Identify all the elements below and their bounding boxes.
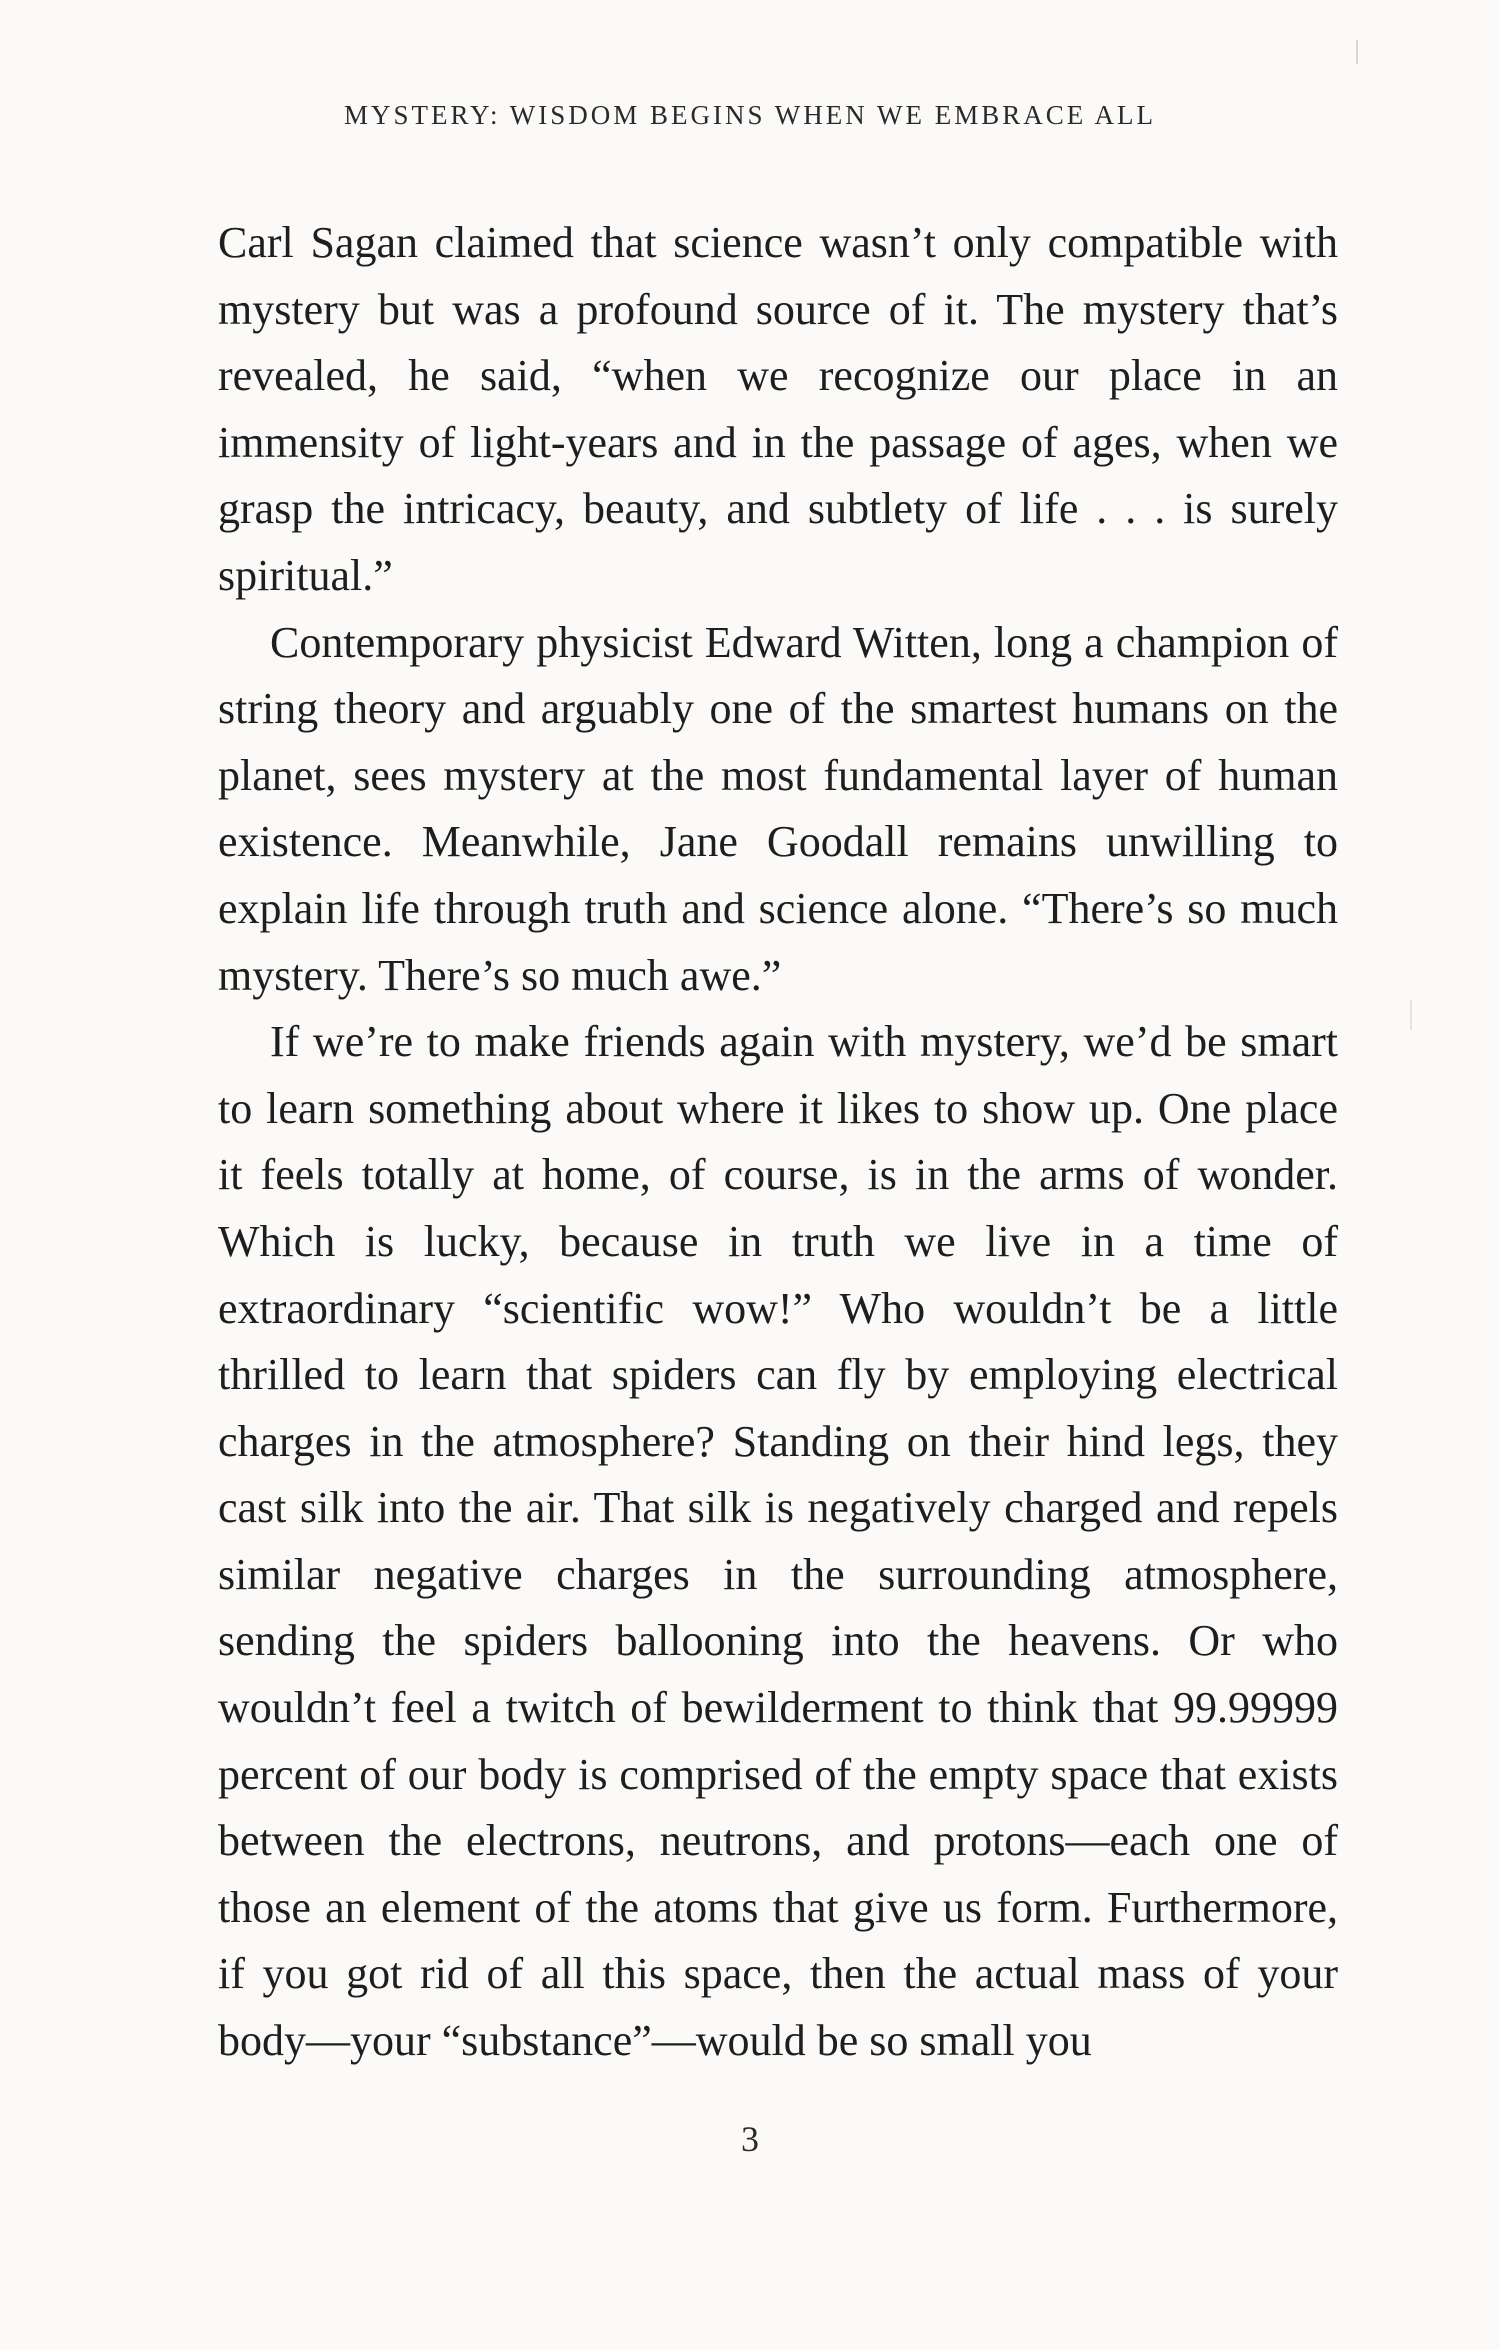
paragraph-witten: Contemporary physicist Edward Witten, long a champion of string theory and arguably one of the smartest humans on the planet, sees mystery at the most fundamental layer of human existence. Meanwhile, Jane Goodall remains unwilling to explain life through truth and science alone. “There’s so much mystery. There’s so much awe.” [218,617,1338,1000]
running-head: MYSTERY: WISDOM BEGINS WHEN WE EMBRACE ALL [343,100,1157,130]
scan-artifact-mark [1356,40,1358,64]
page-number: 3 [741,2119,759,2159]
paragraph-spiders: If we’re to make friends again with mystery, we’d be smart to learn something about where it likes to show up. One place it feels totally at home, of course, is in the arms of wonder. Which is lucky, because in truth we live in a time of extraordinary “scientific wow!” Who wouldn’t be a little thrilled to learn that spiders can fly by employing electrical charges in the atmosphere? Standing on their hind legs, they cast silk into the air. That silk is negatively charged and repels similar negative charges in the surrounding atmosphere, sending the spiders ballooning into the heavens. Or who wouldn’t feel a twitch of bewilderment to think that 99.99999 percent of our body is comprised of the empty space that exists between the electrons, neutrons, and protons—each one of those an element of the atoms that give us form. Furthermore, if you got rid of all this space, then the actual mass of your body—your “substance”—would be so small you [218,1017,1338,2066]
body-text [218,210,1338,2075]
paragraph-sagan: Carl Sagan claimed that science wasn’t only compatible with mystery but was a profound source of it. The mystery that’s revealed, he said, “when we recognize our place in an immensity of light-years and in the passage of ages, when we grasp the intricacy, beauty, and subtlety of life . . . is surely spiritual.” [218,218,1338,600]
scan-artifact-mark [1410,1000,1412,1030]
